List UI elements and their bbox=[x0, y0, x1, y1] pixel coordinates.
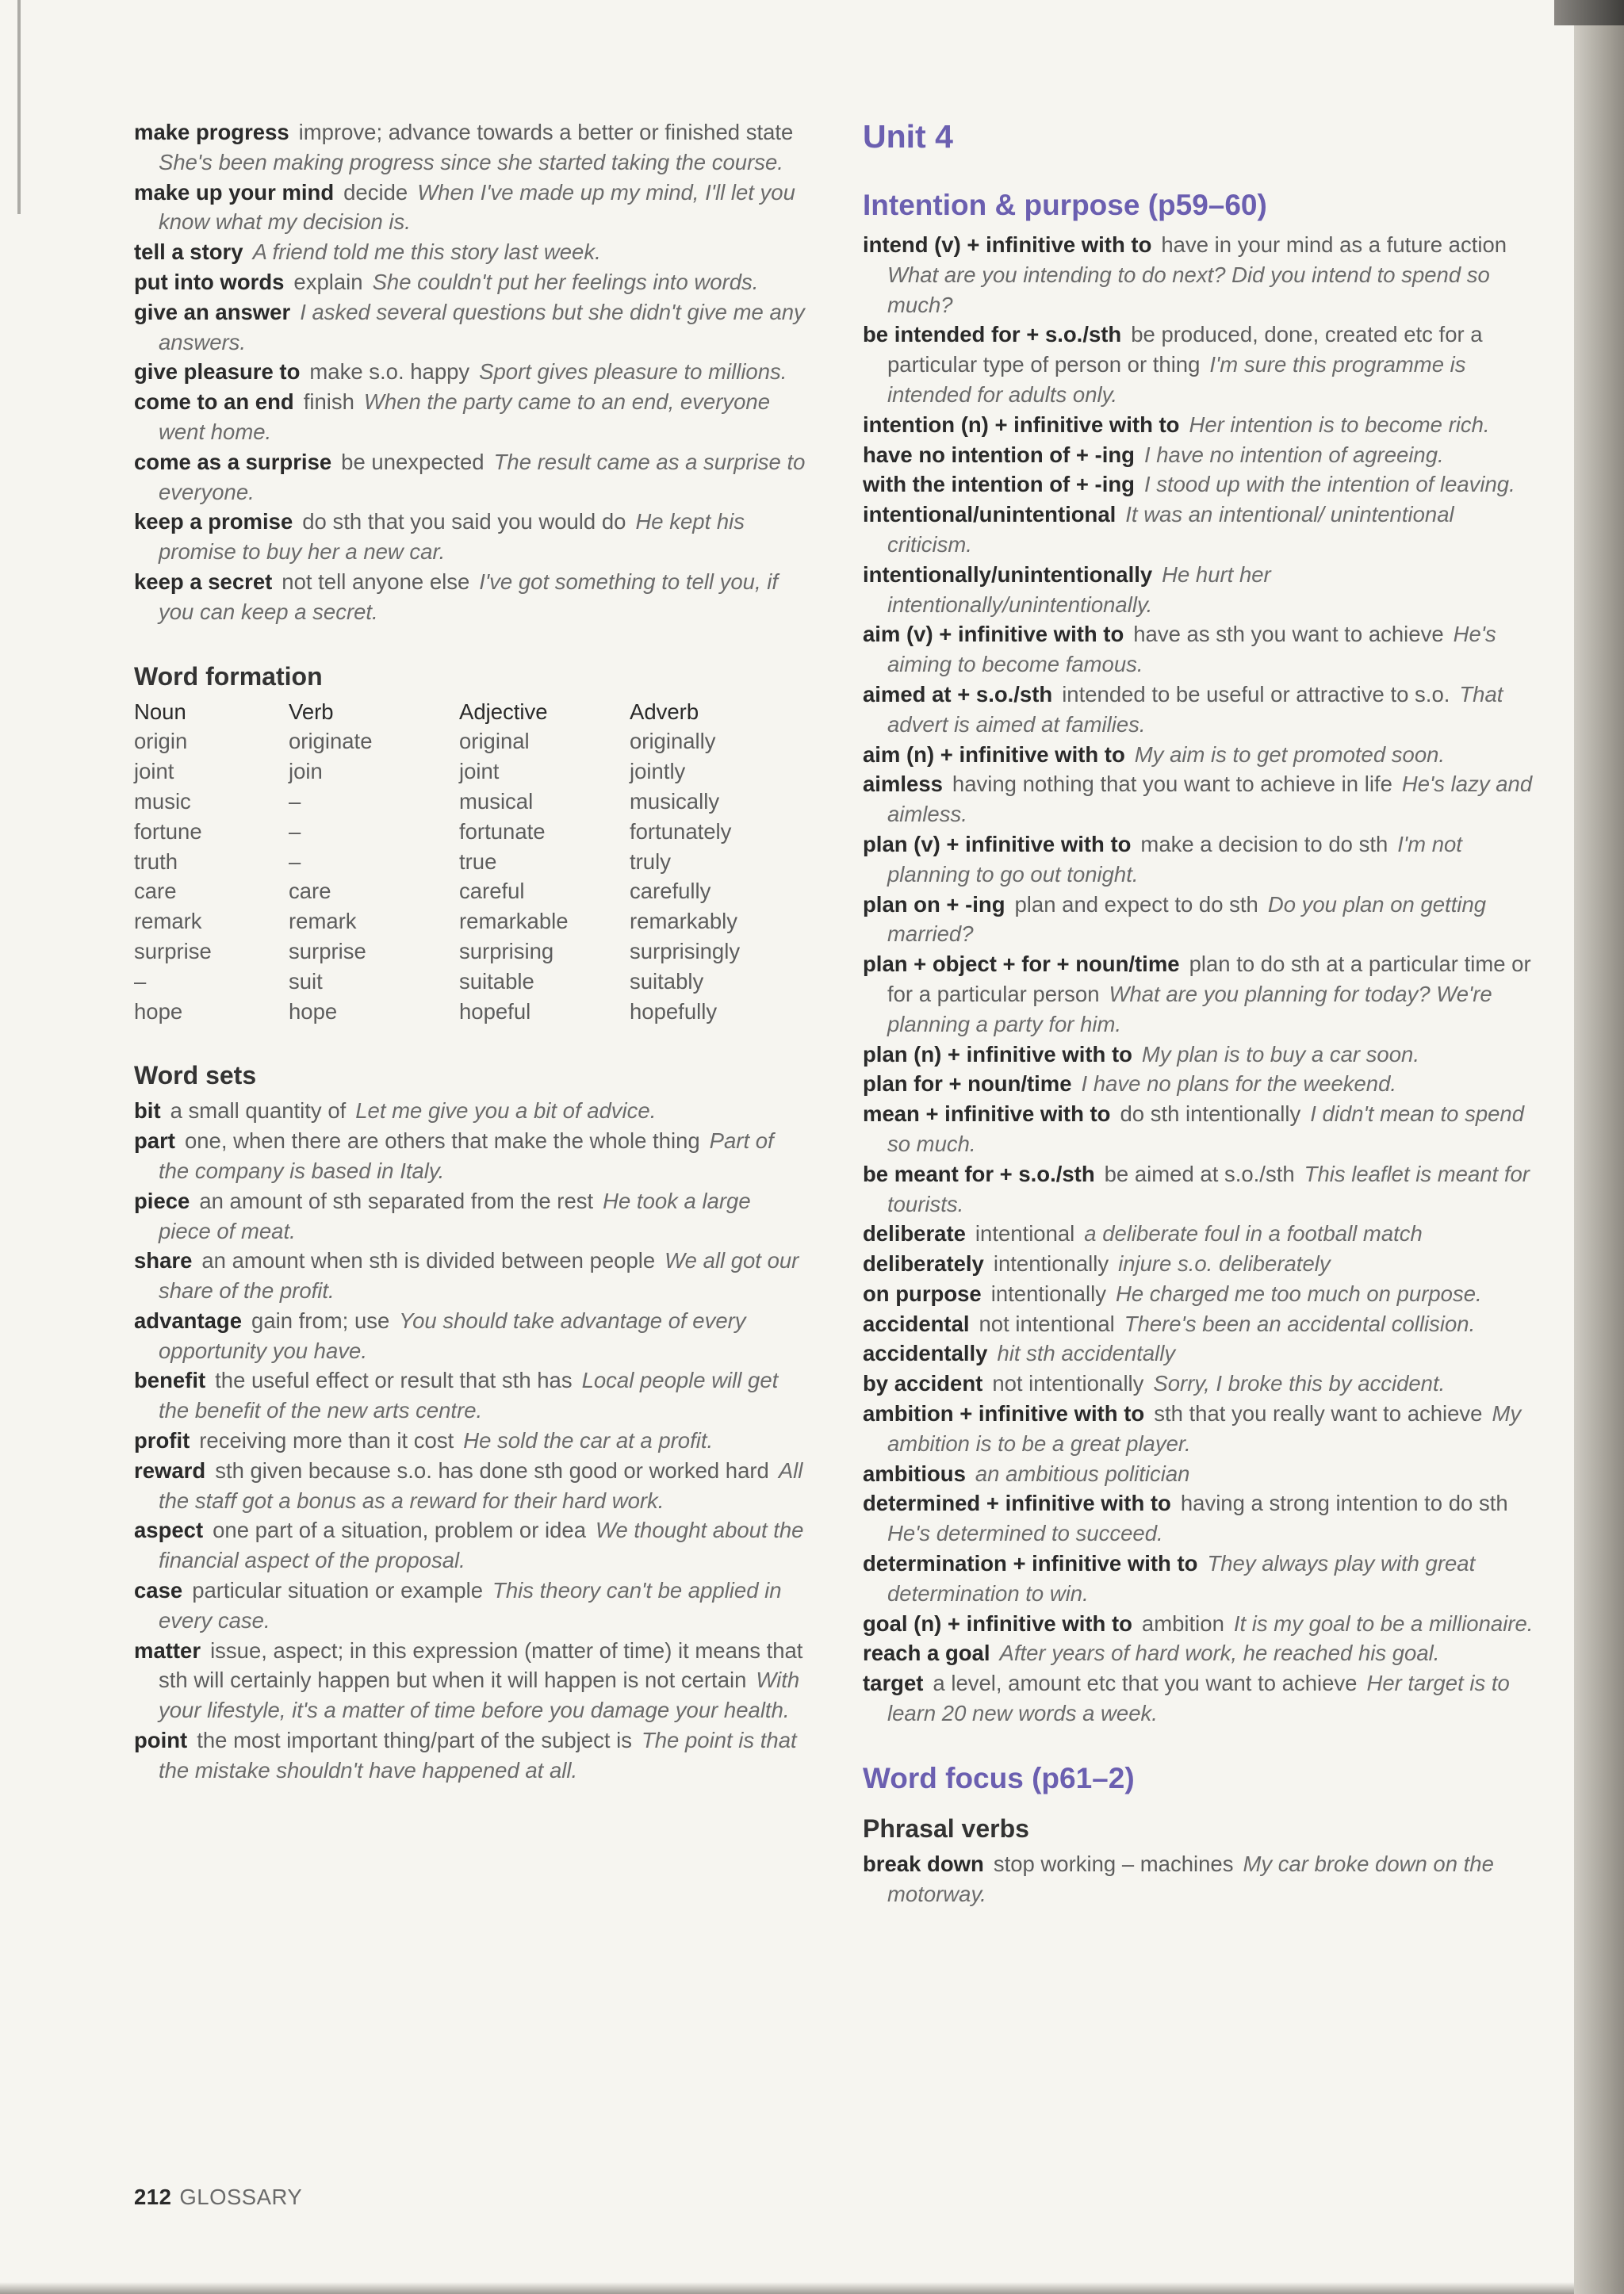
entry-definition: not intentionally bbox=[992, 1371, 1144, 1396]
header-verb: Verb bbox=[289, 699, 334, 724]
entry-example: We all got our share of the profit. bbox=[159, 1248, 799, 1304]
page-number: 212 bbox=[134, 2185, 172, 2209]
entry-example: I've got something to tell you, if you can keep a secret. bbox=[159, 569, 778, 624]
entry-definition: make s.o. happy bbox=[309, 359, 470, 385]
entry-definition: sth that you really want to achieve bbox=[1154, 1401, 1483, 1427]
entry-term: accidental bbox=[863, 1311, 970, 1336]
entry-definition: explain bbox=[293, 269, 363, 294]
table-cell: hope bbox=[134, 998, 183, 1024]
glossary-entry bbox=[863, 1609, 1537, 1639]
entry-example: My plan is to buy a car soon. bbox=[1141, 1041, 1419, 1067]
glossary-entry bbox=[863, 890, 1537, 950]
intention-purpose-list bbox=[863, 230, 1537, 1729]
glossary-entry bbox=[863, 619, 1537, 680]
entry-term: mean + infinitive with to bbox=[863, 1101, 1111, 1127]
entry-term: intention (n) + infinitive with to bbox=[863, 412, 1180, 437]
glossary-entry bbox=[863, 469, 1537, 500]
table-row bbox=[134, 847, 804, 877]
entry-definition: intentionally bbox=[990, 1281, 1106, 1306]
glossary-entry bbox=[134, 447, 808, 507]
table-cell: originate bbox=[289, 729, 373, 754]
table-row bbox=[134, 756, 804, 787]
table-cell: surprisingly bbox=[630, 938, 741, 963]
entry-term: reach a goal bbox=[863, 1641, 990, 1666]
table-cell: truth bbox=[134, 848, 178, 874]
entry-example: I stood up with the intention of leaving. bbox=[1143, 472, 1515, 497]
table-cell: hope bbox=[289, 998, 338, 1024]
entry-term: come to an end bbox=[134, 389, 294, 415]
entry-example: They always play with great determination to win. bbox=[887, 1551, 1476, 1606]
entry-term: profit bbox=[134, 1428, 190, 1453]
entry-example: I'm not planning to go out tonight. bbox=[887, 831, 1462, 887]
entry-term: target bbox=[863, 1671, 924, 1696]
glossary-entry bbox=[134, 1096, 808, 1126]
glossary-entry bbox=[134, 1456, 808, 1516]
glossary-entry bbox=[863, 1459, 1537, 1489]
table-cell: remark bbox=[289, 909, 357, 934]
glossary-entry bbox=[863, 1849, 1537, 1909]
entry-definition: have in your mind as a future action bbox=[1161, 232, 1507, 257]
entry-term: deliberately bbox=[863, 1251, 984, 1277]
page-bottom-edge bbox=[0, 2282, 1574, 2294]
page-footer bbox=[134, 2185, 302, 2210]
entry-example: Sorry, I broke this by accident. bbox=[1153, 1371, 1446, 1396]
table-cell: remarkably bbox=[630, 909, 738, 934]
entry-term: part bbox=[134, 1128, 175, 1154]
entry-example: Local people will get the benefit of the new arts centre. bbox=[159, 1368, 779, 1423]
entry-term: plan + object + for + noun/time bbox=[863, 952, 1180, 977]
table-row bbox=[134, 906, 804, 936]
entry-term: plan (v) + infinitive with to bbox=[863, 831, 1132, 856]
entry-definition: plan and expect to do sth bbox=[1014, 891, 1258, 917]
word-focus-title: Word focus (p61–2) bbox=[863, 1761, 1135, 1794]
entry-term: advantage bbox=[134, 1308, 243, 1333]
entry-example: He kept his promise to buy her a new car. bbox=[159, 509, 745, 565]
entry-example: My car broke down on the motorway. bbox=[887, 1851, 1494, 1906]
entry-term: keep a secret bbox=[134, 569, 273, 594]
phrasal-verbs-list bbox=[863, 1849, 1537, 1909]
entry-term: matter bbox=[134, 1637, 201, 1663]
glossary-entry bbox=[863, 1159, 1537, 1220]
entry-example: He's lazy and aimless. bbox=[887, 772, 1533, 827]
entry-example: He hurt her intentionally/unintentionally. bbox=[887, 561, 1271, 617]
entry-definition: gain from; use bbox=[251, 1308, 390, 1333]
entry-definition: particular situation or example bbox=[192, 1578, 484, 1603]
entry-definition: sth given because s.o. has done sth good or worked hard bbox=[215, 1457, 769, 1483]
entry-example: We thought about the financial aspect of the proposal. bbox=[159, 1518, 804, 1573]
word-formation-header-row bbox=[134, 697, 804, 727]
left-column bbox=[134, 117, 808, 1786]
table-cell: suitably bbox=[630, 968, 704, 994]
glossary-entry bbox=[863, 769, 1537, 829]
phrasal-verbs-title: Phrasal verbs bbox=[863, 1813, 1029, 1843]
table-cell: originally bbox=[630, 729, 716, 754]
glossary-entry bbox=[863, 1369, 1537, 1399]
table-cell: joint bbox=[134, 759, 174, 784]
table-cell: truly bbox=[630, 848, 671, 874]
entry-example: That advert is aimed at families. bbox=[887, 681, 1503, 737]
entry-example: injure s.o. deliberately bbox=[1118, 1251, 1331, 1277]
glossary-entry bbox=[134, 237, 808, 267]
glossary-entry bbox=[134, 1636, 808, 1725]
entry-term: determined + infinitive with to bbox=[863, 1491, 1171, 1516]
entry-definition: having a strong intention to do sth bbox=[1180, 1491, 1508, 1516]
word-sets-list bbox=[134, 1096, 808, 1785]
glossary-entry bbox=[134, 1306, 808, 1366]
entry-term: point bbox=[134, 1728, 188, 1753]
table-cell: fortunately bbox=[630, 818, 732, 844]
entry-example: a deliberate foul in a football match bbox=[1084, 1221, 1423, 1247]
page-gutter-shadow bbox=[1574, 0, 1624, 2294]
entry-term: intentionally/unintentionally bbox=[863, 561, 1153, 587]
entry-example: This leaflet is meant for tourists. bbox=[887, 1161, 1530, 1216]
entry-example: I'm sure this programme is intended for adults only. bbox=[887, 352, 1466, 407]
glossary-entry bbox=[863, 1099, 1537, 1159]
entry-term: by accident bbox=[863, 1371, 983, 1396]
entry-definition: an amount when sth is divided between people bbox=[201, 1248, 656, 1273]
entry-definition: intentional bbox=[975, 1221, 1075, 1247]
entry-example: Sport gives pleasure to millions. bbox=[479, 359, 787, 385]
word-formation-body bbox=[134, 726, 804, 1026]
glossary-entry bbox=[863, 949, 1537, 1039]
glossary-entry bbox=[134, 507, 808, 567]
entry-term: have no intention of + -ing bbox=[863, 442, 1135, 467]
entry-definition: the most important thing/part of the subject is bbox=[197, 1728, 632, 1753]
glossary-entry bbox=[134, 178, 808, 238]
glossary-entry bbox=[134, 117, 808, 178]
table-cell: jointly bbox=[630, 759, 686, 784]
table-cell: surprise bbox=[134, 938, 212, 963]
glossary-entry bbox=[863, 680, 1537, 740]
table-cell: original bbox=[459, 729, 530, 754]
entry-definition: decide bbox=[343, 179, 408, 205]
entry-example: He's determined to succeed. bbox=[887, 1521, 1163, 1546]
entry-example: There's been an accidental collision. bbox=[1124, 1311, 1476, 1336]
table-cell: fortunate bbox=[459, 818, 546, 844]
entry-term: give an answer bbox=[134, 299, 291, 324]
table-cell: surprise bbox=[289, 938, 366, 963]
entry-term: intentional/unintentional bbox=[863, 502, 1116, 527]
entry-example: After years of hard work, he reached his goal. bbox=[999, 1641, 1440, 1666]
glossary-entry bbox=[863, 410, 1537, 440]
entry-term: keep a promise bbox=[134, 509, 293, 534]
entry-term: give pleasure to bbox=[134, 359, 301, 385]
entry-term: determination + infinitive with to bbox=[863, 1551, 1198, 1576]
entry-example: hit sth accidentally bbox=[997, 1341, 1176, 1366]
glossary-entry bbox=[863, 1309, 1537, 1339]
entry-example: My aim is to get promoted soon. bbox=[1134, 741, 1446, 767]
entry-term: plan for + noun/time bbox=[863, 1071, 1072, 1097]
table-row bbox=[134, 967, 804, 997]
table-row bbox=[134, 876, 804, 906]
entry-term: piece bbox=[134, 1188, 190, 1213]
entry-example: What are you intending to do next? Did you intend to spend so much? bbox=[887, 262, 1490, 317]
collocation-list bbox=[134, 117, 808, 627]
entry-definition: a small quantity of bbox=[170, 1098, 347, 1124]
entry-term: aimless bbox=[863, 772, 943, 797]
page-binding-edge bbox=[17, 0, 21, 214]
glossary-entry bbox=[134, 1186, 808, 1247]
entry-example: A friend told me this story last week. bbox=[252, 239, 601, 265]
entry-example: Do you plan on getting married? bbox=[887, 891, 1487, 947]
glossary-entry bbox=[863, 1488, 1537, 1549]
page-corner bbox=[1554, 0, 1624, 25]
entry-example: I didn't mean to spend so much. bbox=[887, 1101, 1525, 1156]
glossary-entry bbox=[863, 1399, 1537, 1459]
entry-term: make up your mind bbox=[134, 179, 335, 205]
entry-term: ambition + infinitive with to bbox=[863, 1401, 1145, 1427]
table-cell: music bbox=[134, 788, 191, 814]
glossary-entry bbox=[863, 1279, 1537, 1309]
entry-term: make progress bbox=[134, 120, 289, 144]
entry-term: come as a surprise bbox=[134, 449, 332, 474]
entry-definition: the useful effect or result that sth has bbox=[215, 1368, 573, 1393]
table-row bbox=[134, 817, 804, 847]
entry-term: benefit bbox=[134, 1368, 206, 1393]
header-adjective: Adjective bbox=[459, 699, 548, 724]
entry-definition: receiving more than it cost bbox=[199, 1428, 454, 1453]
entry-term: ambitious bbox=[863, 1461, 966, 1486]
glossary-entry bbox=[134, 1246, 808, 1306]
entry-term: bit bbox=[134, 1098, 161, 1124]
entry-example: This theory can't be applied in every case. bbox=[159, 1578, 782, 1633]
table-row bbox=[134, 726, 804, 756]
table-cell: – bbox=[289, 818, 301, 844]
entry-definition: an amount of sth separated from the rest bbox=[199, 1188, 594, 1213]
entry-example: an ambitious politician bbox=[975, 1461, 1190, 1486]
table-cell: origin bbox=[134, 729, 188, 754]
glossary-entry bbox=[134, 267, 808, 297]
entry-definition: one, when there are others that make the whole thing bbox=[184, 1128, 700, 1154]
entry-term: break down bbox=[863, 1851, 984, 1876]
entry-definition: not tell anyone else bbox=[282, 569, 470, 594]
entry-term: aimed at + s.o./sth bbox=[863, 681, 1053, 707]
entry-example: With your lifestyle, it's a matter of time before you damage your health. bbox=[159, 1668, 800, 1723]
entry-example: The result came as a surprise to everyone. bbox=[159, 449, 806, 504]
glossary-entry bbox=[863, 1668, 1537, 1729]
entry-term: plan on + -ing bbox=[863, 891, 1005, 917]
entry-term: be intended for + s.o./sth bbox=[863, 322, 1122, 347]
glossary-entry bbox=[134, 1725, 808, 1786]
glossary-entry bbox=[863, 230, 1537, 320]
entry-example: What are you planning for today? We're planning a party for him. bbox=[887, 981, 1492, 1036]
entry-definition: plan to do sth at a particular time or for a particular person bbox=[887, 952, 1531, 1006]
entry-term: deliberate bbox=[863, 1221, 966, 1247]
entry-term: be meant for + s.o./sth bbox=[863, 1161, 1095, 1186]
entry-example: I have no plans for the weekend. bbox=[1081, 1071, 1397, 1097]
entry-definition: do sth intentionally bbox=[1120, 1101, 1301, 1127]
entry-example: Part of the company is based in Italy. bbox=[159, 1128, 774, 1183]
glossary-entry bbox=[134, 357, 808, 387]
table-cell: remark bbox=[134, 909, 202, 934]
entry-term: aim (n) + infinitive with to bbox=[863, 741, 1125, 767]
table-cell: true bbox=[459, 848, 497, 874]
glossary-entry bbox=[863, 560, 1537, 620]
entry-example: I asked several questions but she didn't give me any answers. bbox=[159, 299, 805, 354]
entry-example: It is my goal to be a millionaire. bbox=[1233, 1610, 1534, 1636]
entry-term: accidentally bbox=[863, 1341, 988, 1366]
word-formation-table bbox=[134, 697, 804, 1027]
table-cell: suitable bbox=[459, 968, 534, 994]
entry-example: All the staff got a bonus as a reward for their hard work. bbox=[159, 1457, 803, 1513]
glossary-entry bbox=[863, 1638, 1537, 1668]
entry-term: with the intention of + -ing bbox=[863, 472, 1135, 497]
table-row bbox=[134, 997, 804, 1027]
glossary-entry bbox=[134, 297, 808, 358]
entry-example: You should take advantage of every opportunity you have. bbox=[159, 1308, 746, 1363]
table-cell: suit bbox=[289, 968, 323, 994]
entry-example: He's aiming to become famous. bbox=[887, 622, 1496, 677]
table-cell: musical bbox=[459, 788, 534, 814]
glossary-entry bbox=[863, 740, 1537, 770]
entry-example: He sold the car at a profit. bbox=[463, 1428, 714, 1453]
entry-definition: a level, amount etc that you want to achieve bbox=[933, 1671, 1358, 1696]
table-cell: hopefully bbox=[630, 998, 718, 1024]
entry-definition: ambition bbox=[1141, 1610, 1224, 1636]
table-cell: care bbox=[134, 879, 177, 904]
entry-example: He took a large piece of meat. bbox=[159, 1188, 751, 1243]
glossary-entry bbox=[134, 1126, 808, 1186]
entry-example: It was an intentional/ unintentional criticism. bbox=[887, 502, 1454, 557]
glossary-entry bbox=[863, 829, 1537, 890]
entry-definition: improve; advance towards a better or finished state bbox=[298, 120, 794, 144]
entry-term: on purpose bbox=[863, 1281, 982, 1306]
glossary-entry bbox=[863, 320, 1537, 409]
glossary-entry bbox=[863, 500, 1537, 560]
entry-term: tell a story bbox=[134, 239, 243, 265]
entry-example: When I've made up my mind, I'll let you know what my decision is. bbox=[159, 179, 795, 235]
entry-term: intend (v) + infinitive with to bbox=[863, 232, 1152, 257]
entry-definition: stop working – machines bbox=[993, 1851, 1234, 1876]
entry-definition: finish bbox=[303, 389, 354, 415]
table-cell: fortune bbox=[134, 818, 202, 844]
footer-section-label: GLOSSARY bbox=[179, 2185, 303, 2209]
table-cell: – bbox=[134, 968, 147, 994]
glossary-entry bbox=[863, 1249, 1537, 1279]
glossary-entry bbox=[134, 387, 808, 447]
unit-title: Unit 4 bbox=[863, 118, 953, 155]
entry-term: aim (v) + infinitive with to bbox=[863, 622, 1124, 647]
table-cell: musically bbox=[630, 788, 720, 814]
entry-term: plan (n) + infinitive with to bbox=[863, 1041, 1132, 1067]
entry-definition: have as sth you want to achieve bbox=[1133, 622, 1444, 647]
entry-term: aspect bbox=[134, 1518, 204, 1543]
entry-term: put into words bbox=[134, 269, 285, 294]
table-cell: hopeful bbox=[459, 998, 531, 1024]
glossary-entry bbox=[863, 1069, 1537, 1099]
entry-example: When the party came to an end, everyone went home. bbox=[159, 389, 771, 444]
entry-example: He charged me too much on purpose. bbox=[1115, 1281, 1482, 1306]
right-column bbox=[863, 117, 1537, 1909]
table-cell: carefully bbox=[630, 879, 711, 904]
glossary-entry bbox=[134, 567, 808, 627]
table-cell: joint bbox=[459, 759, 500, 784]
entry-definition: do sth that you said you would do bbox=[302, 509, 626, 534]
entry-term: case bbox=[134, 1578, 183, 1603]
entry-definition: be unexpected bbox=[341, 449, 485, 474]
table-cell: care bbox=[289, 879, 331, 904]
word-sets-title: Word sets bbox=[134, 1061, 257, 1090]
entry-example: Let me give you a bit of advice. bbox=[355, 1098, 657, 1124]
entry-example: My ambition is to be a great player. bbox=[887, 1401, 1522, 1456]
table-row bbox=[134, 936, 804, 967]
table-cell: remarkable bbox=[459, 909, 569, 934]
word-formation-title: Word formation bbox=[134, 661, 323, 691]
table-cell: surprising bbox=[459, 938, 554, 963]
entry-definition: one part of a situation, problem or idea bbox=[213, 1518, 586, 1543]
entry-definition: issue, aspect; in this expression (matter of time) it means that sth will certainly happen but when it will happen is not certain bbox=[159, 1637, 803, 1693]
glossary-entry bbox=[863, 440, 1537, 470]
entry-definition: having nothing that you want to achieve in life bbox=[952, 772, 1392, 797]
entry-term: goal (n) + infinitive with to bbox=[863, 1610, 1132, 1636]
glossary-entry bbox=[863, 1338, 1537, 1369]
entry-term: share bbox=[134, 1248, 193, 1273]
glossary-entry bbox=[863, 1040, 1537, 1070]
intention-purpose-title: Intention & purpose (p59–60) bbox=[863, 189, 1267, 221]
entry-example: I have no intention of agreeing. bbox=[1143, 442, 1444, 467]
entry-example: She's been making progress since she started taking the course. bbox=[159, 149, 783, 174]
entry-definition: intended to be useful or attractive to s.o. bbox=[1062, 681, 1450, 707]
table-cell: join bbox=[289, 759, 323, 784]
header-noun: Noun bbox=[134, 699, 186, 724]
table-cell: – bbox=[289, 788, 301, 814]
glossary-entry bbox=[134, 1426, 808, 1456]
entry-example: Her target is to learn 20 new words a week. bbox=[887, 1671, 1510, 1726]
glossary-entry bbox=[863, 1219, 1537, 1249]
entry-definition: be produced, done, created etc for a particular type of person or thing bbox=[887, 322, 1483, 377]
table-cell: careful bbox=[459, 879, 525, 904]
entry-definition: make a decision to do sth bbox=[1140, 831, 1388, 856]
entry-definition: intentionally bbox=[993, 1251, 1109, 1277]
entry-definition: be aimed at s.o./sth bbox=[1104, 1161, 1295, 1186]
table-cell: – bbox=[289, 848, 301, 874]
entry-example: The point is that the mistake shouldn't have happened at all. bbox=[159, 1728, 797, 1783]
glossary-entry bbox=[134, 1365, 808, 1426]
glossary-entry bbox=[134, 1576, 808, 1636]
entry-term: reward bbox=[134, 1457, 206, 1483]
entry-example: She couldn't put her feelings into words. bbox=[372, 269, 759, 294]
glossary-entry bbox=[134, 1515, 808, 1576]
header-adverb: Adverb bbox=[630, 699, 699, 724]
glossary-entry bbox=[863, 1549, 1537, 1609]
entry-definition: not intentional bbox=[979, 1311, 1115, 1336]
table-row bbox=[134, 787, 804, 817]
entry-example: Her intention is to become rich. bbox=[1189, 412, 1490, 437]
